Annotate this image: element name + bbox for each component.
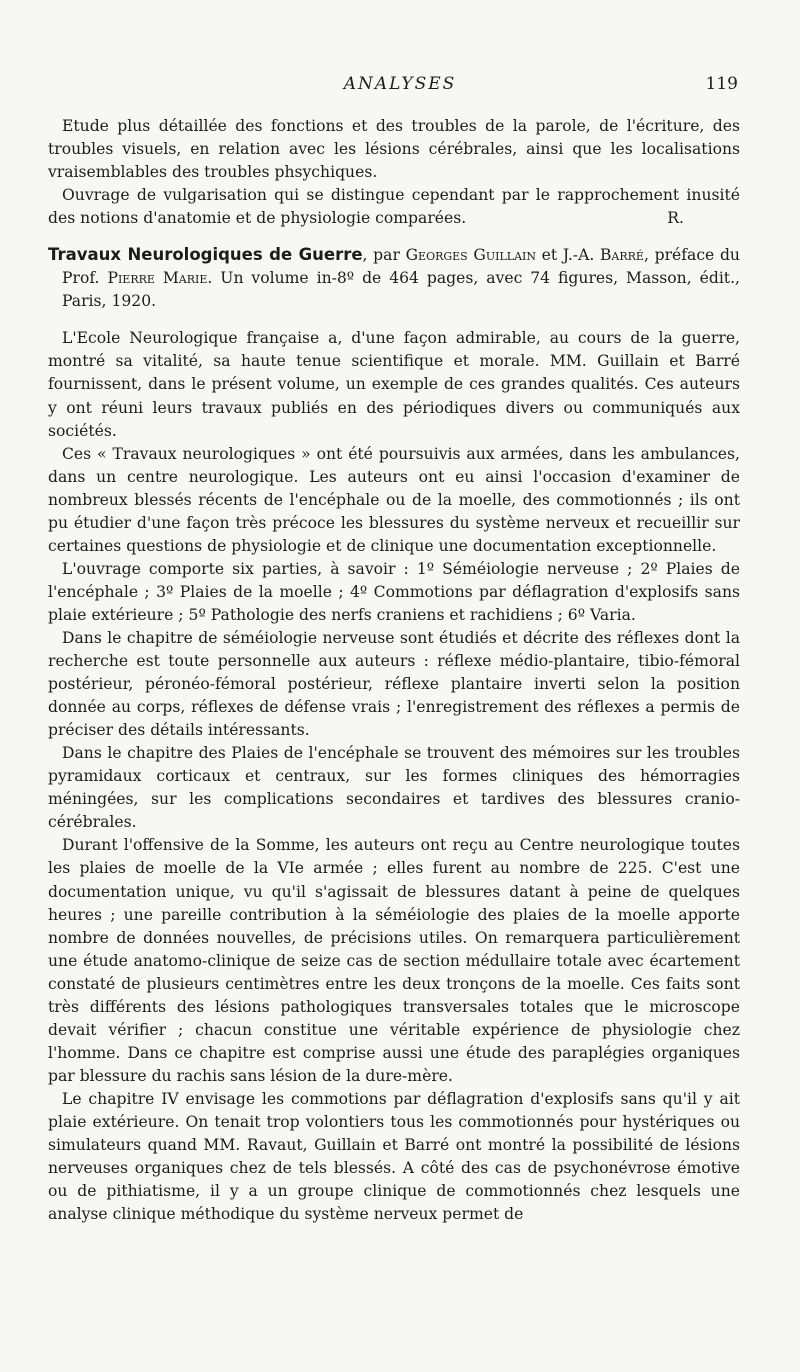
book-title: Travaux Neurologiques de Guerre	[48, 245, 363, 265]
running-header	[0, 74, 800, 100]
review-paragraph: L'Ecole Neurologique française a, d'une façon admirable, au cours de la guerre, montré sa vitalité, sa haute tenue scientifique et morale. MM. Guillain et Barré fournissent, dans le présent volume, un exemple de ces grandes qualités. Ces auteurs y ont réuni leurs travaux publiés en des périodiques divers ou communiqués aux sociétés.	[48, 329, 740, 440]
review-paragraph: L'ouvrage comporte six parties, à savoir : 1º Séméiologie nerveuse ; 2º Plaies de l'encéphale ; 3º Plaies de la moelle ; 4º Commotions par déflagration d'explosifs sans plaie extérieure ; 5º Pathologie des nerfs craniens et rachidiens ; 6º Varia.	[48, 559, 740, 624]
review-paragraph: Dans le chapitre des Plaies de l'encéphale se trouvent des mémoires sur les troubles pyramidaux corticaux et centraux, sur les formes cliniques des hémorragies méningées, sur les complications secondaires et tardives des blessures cranio-cérébrales.	[48, 744, 740, 832]
review-paragraph: Dans le chapitre de séméiologie nerveuse sont étudiés et décrite des réflexes dont la recherche est toute personnelle aux auteurs : réflexe médio-plantaire, tibio-fémoral postérieur, péronéo-fémoral postérieur, réflexe plantaire inverti selon la position donnée au corps, réflexes de défense vrais ; l'enregistrement des réflexes a permis de préciser des détails intéressants.	[48, 628, 740, 740]
author-name: Georges Guillain	[405, 246, 536, 265]
book-details: . Un volume in-8º de 464 pages, avec 74 figures, Masson, édit., Paris, 1920.	[62, 269, 740, 311]
running-title: ANALYSES	[343, 74, 457, 94]
preface-author: Pierre Marie	[107, 269, 208, 288]
review-paragraph: Durant l'offensive de la Somme, les auteurs ont reçu au Centre neurologique toutes les plaies de moelle de la VIe armée ; elles furent au nombre de 225. C'est une documentation unique, vu qu'il s'agissait de blessures datant à peine de quelques heures ; une pareille contribution à la séméiologie des plaies de la moelle apporte nombre de données nouvelles, de précisions utiles. On remarquera particulièrement une étude anatomo-clinique de seize cas de section médullaire totale avec écartement constaté de plusieurs centimètres entre les deux tronçons de la moelle. Ces faits sont très différents des lésions pathologiques transversales totales que le microscope devait vérifier ; chacun constitue une véritable expérience de physiologie chez l'homme. Dans ce chapitre est comprise aussi une étude des paraplégies organiques par blessure du rachis sans lésion de la dure-mère.	[48, 836, 740, 1085]
review-paragraph: Ces « Travaux neurologiques » ont été poursuivis aux armées, dans les ambulances, dans un centre neurologique. Les auteurs ont eu ainsi l'occasion d'examiner de nombreux blessés récents de l'encéphale ou de la moelle, des commotionnés ; ils ont pu étudier d'une façon très précoce les blessures du système nerveux et recueillir sur certaines questions de physiologie et de clinique une documentation exceptionnelle.	[48, 444, 740, 555]
review-signature: R.	[667, 209, 684, 228]
page-body	[48, 115, 740, 1226]
preface-prefix: , préface du Prof.	[62, 246, 740, 288]
review-entry-heading	[48, 243, 740, 313]
review-paragraph: Le chapitre IV envisage les commotions par déflagration d'explosifs sans qu'il y ait plaie extérieure. On tenait trop volontiers tous les commotionnés pour hystériques ou simulateurs quand MM. Ravaut, Guillain et Barré ont montré la possibilité de lésions nerveuses organiques chez de tels blessés. A côté des cas de psychonévrose émotive ou de pithiatisme, il y a un groupe clinique de commotionnés chez lesquels une analyse clinique méthodique du système nerveux permet de	[48, 1089, 740, 1224]
author-conjunction: et	[535, 246, 563, 265]
preceding-review-text: Ouvrage de vulgarisation qui se distingue cependant par le rapprochement inusité des notions d'anatomie et de physiologie comparées.	[48, 186, 740, 228]
page-number: 119	[705, 74, 738, 94]
preceding-review-paragraph: Etude plus détaillée des fonctions et des troubles de la parole, de l'écriture, des troubles visuels, en relation avec les lésions cérébrales, ainsi que les localisations vraisemblables des troubles phsychiques.	[48, 117, 740, 182]
authors-prefix: , par	[362, 246, 400, 265]
author-name: J.-A. Barré	[562, 246, 644, 265]
preceding-review-paragraph	[48, 184, 740, 230]
